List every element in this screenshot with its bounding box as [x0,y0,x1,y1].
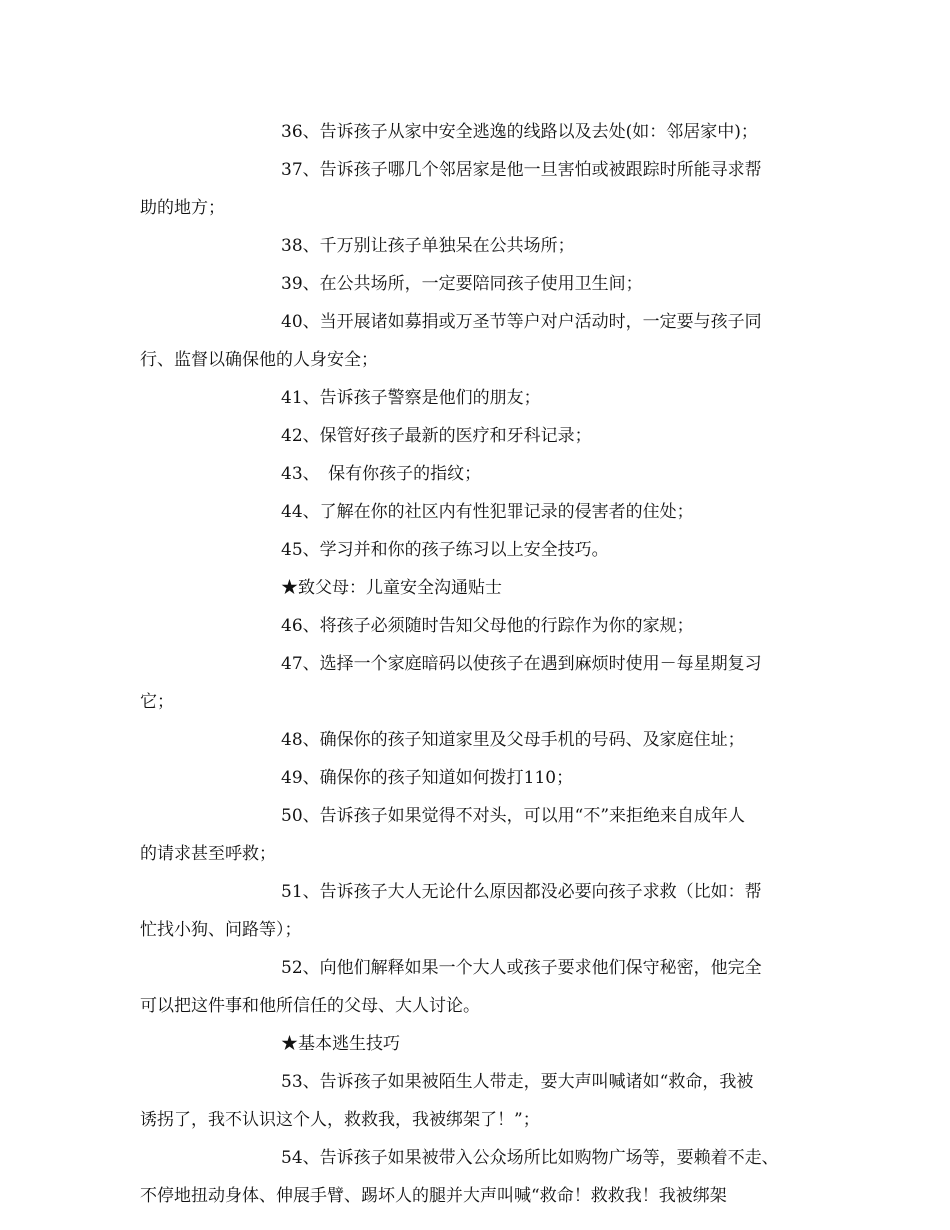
list-item-51: 51、告诉孩子大人无论什么原因都没必要向孩子求救（比如：帮 [281,882,762,902]
list-item-53-continued: 诱拐了，我不认识这个人，救救我，我被绑架了！”； [140,1110,540,1130]
list-item-45: 45、学习并和你的孩子练习以上安全技巧。 [281,540,609,560]
list-item-36: 36、告诉孩子从家中安全逃逸的线路以及去处(如：邻居家中)； [281,122,758,142]
list-item-51-continued: 忙找小狗、问路等）； [140,920,302,940]
section-heading-escape-skills: ★基本逃生技巧 [281,1034,400,1054]
list-item-53: 53、告诉孩子如果被陌生人带走，要大声叫喊诸如“救命，我被 [281,1072,754,1092]
list-item-41: 41、告诉孩子警察是他们的朋友； [281,388,541,408]
list-item-47-continued: 它； [140,692,174,712]
list-item-44: 44、了解在你的社区内有性犯罪记录的侵害者的住处； [281,502,694,522]
list-item-52: 52、向他们解释如果一个大人或孩子要求他们保守秘密，他完全 [281,958,762,978]
document-body [140,113,812,1215]
list-item-37: 37、告诉孩子哪几个邻居家是他一旦害怕或被跟踪时所能寻求帮 [281,160,762,180]
list-item-46: 46、将孩子必须随时告知父母他的行踪作为你的家规； [281,616,694,636]
list-item-47: 47、选择一个家庭暗码以使孩子在遇到麻烦时使用－每星期复习 [281,654,762,674]
section-heading-parents-tips: ★致父母：儿童安全沟通贴士 [281,578,502,598]
list-item-42: 42、保管好孩子最新的医疗和牙科记录； [281,426,592,446]
list-item-37-continued: 助的地方； [140,198,225,218]
list-item-54: 54、告诉孩子如果被带入公众场所比如购物广场等，要赖着不走、 [281,1148,779,1168]
list-item-40: 40、当开展诸如募捐或万圣节等户对户活动时，一定要与孩子同 [281,312,762,332]
list-item-39: 39、在公共场所，一定要陪同孩子使用卫生间； [281,274,643,294]
list-item-50: 50、告诉孩子如果觉得不对头，可以用“不”来拒绝来自成年人 [281,806,746,826]
list-item-49: 49、确保你的孩子知道如何拨打110； [281,768,574,788]
list-item-48: 48、确保你的孩子知道家里及父母手机的号码、及家庭住址； [281,730,745,750]
list-item-50-continued: 的请求甚至呼救； [140,844,276,864]
list-item-40-continued: 行、监督以确保他的人身安全； [140,350,378,370]
list-item-38: 38、千万别让孩子单独呆在公共场所； [281,236,575,256]
list-item-54-continued: 不停地扭动身体、伸展手臂、踢坏人的腿并大声叫喊“救命！救救我！我被绑架 [140,1186,727,1206]
list-item-43: 43、 保有你孩子的指纹； [281,464,482,484]
list-item-52-continued: 可以把这件事和他所信任的父母、大人讨论。 [140,996,480,1016]
